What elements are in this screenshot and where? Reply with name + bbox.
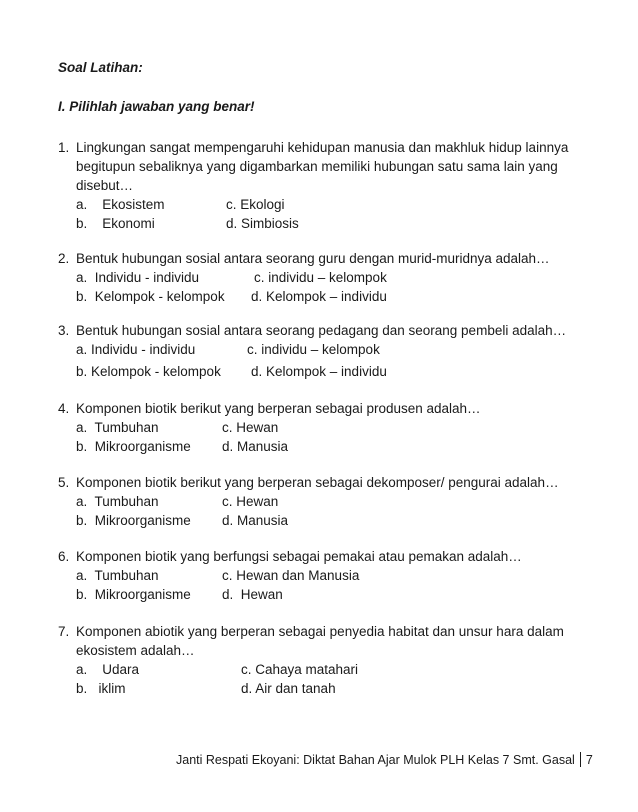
option-c: c. Hewan dan Manusia <box>222 568 360 583</box>
options <box>76 195 598 233</box>
question-text <box>76 622 598 660</box>
footer-divider <box>580 752 581 767</box>
question-line: Bentuk hubungan sosial antara seorang guru dengan murid-muridnya adalah… <box>76 251 550 266</box>
option-b: b. Kelompok - kelompok <box>76 289 225 304</box>
option-c: c. Ekologi <box>226 197 285 212</box>
question-line: Komponen abiotik yang berperan sebagai penyedia habitat dan unsur hara dalam <box>76 624 564 639</box>
option-c: c. Cahaya matahari <box>241 662 359 677</box>
page-footer <box>176 752 593 767</box>
option-a: a. Udara <box>76 662 140 677</box>
question-4 <box>58 399 598 456</box>
question-number: 2. <box>58 251 70 266</box>
instruction-heading: I. Pilihlah jawaban yang benar! <box>58 99 255 114</box>
option-a: a. Individu - individu <box>76 342 196 357</box>
question-line: Komponen biotik yang berfungsi sebagai pemakai atau pemakan adalah… <box>76 549 522 564</box>
option-c: c. Hewan <box>222 494 279 509</box>
option-b: b. Mikroorganisme <box>76 513 191 528</box>
options <box>76 418 598 456</box>
question-line: begitupun sebaliknya yang digambarkan memiliki hubungan satu sama lain yang <box>76 159 558 174</box>
option-d: d. Manusia <box>222 439 289 454</box>
options <box>76 268 598 306</box>
option-a: a. Tumbuhan <box>76 568 159 583</box>
option-c: c. individu – kelompok <box>254 270 387 285</box>
question-line: ekosistem adalah… <box>76 643 195 658</box>
question-3 <box>58 321 598 381</box>
question-text <box>76 249 598 268</box>
question-7 <box>58 622 598 698</box>
page-number: 7 <box>585 753 593 767</box>
section-title: Soal Latihan: <box>58 60 143 75</box>
option-a: a. Ekosistem <box>76 197 165 212</box>
question-text <box>76 547 598 566</box>
option-c: c. Hewan <box>222 420 279 435</box>
question-text <box>76 473 598 492</box>
option-d: d. Air dan tanah <box>241 681 336 696</box>
option-d: d. Kelompok – individu <box>251 289 387 304</box>
options <box>76 566 598 604</box>
options <box>76 340 598 381</box>
option-a: a. Tumbuhan <box>76 494 159 509</box>
question-line: Lingkungan sangat mempengaruhi kehidupan manusia dan makhluk hidup lainnya <box>76 140 569 155</box>
options <box>76 492 598 530</box>
question-number: 7. <box>58 624 70 639</box>
option-b: b. iklim <box>76 681 126 696</box>
option-d: d. Manusia <box>222 513 289 528</box>
option-c: c. individu – kelompok <box>247 342 380 357</box>
question-6 <box>58 547 598 604</box>
option-d: d. Kelompok – individu <box>251 364 387 379</box>
question-number: 6. <box>58 549 70 564</box>
option-b: b. Kelompok - kelompok <box>76 364 221 379</box>
question-text <box>76 138 598 195</box>
option-b: b. Mikroorganisme <box>76 587 191 602</box>
question-number: 3. <box>58 323 70 338</box>
options <box>76 660 598 698</box>
question-line: disebut… <box>76 178 134 193</box>
option-d: d. Hewan <box>222 587 283 602</box>
option-b: b. Ekonomi <box>76 216 155 231</box>
option-a: a. Tumbuhan <box>76 420 159 435</box>
question-line: Komponen biotik berikut yang berperan sebagai produsen adalah… <box>76 401 481 416</box>
question-number: 1. <box>58 140 70 155</box>
question-text <box>76 321 598 340</box>
question-text <box>76 399 598 418</box>
question-line: Komponen biotik berikut yang berperan sebagai dekomposer/ pengurai adalah… <box>76 475 559 490</box>
question-number: 5. <box>58 475 70 490</box>
footer-text: Janti Respati Ekoyani: Diktat Bahan Ajar Mulok PLH Kelas 7 Smt. Gasal <box>176 753 575 767</box>
option-b: b. Mikroorganisme <box>76 439 191 454</box>
option-a: a. Individu - individu <box>76 270 200 285</box>
question-line: Bentuk hubungan sosial antara seorang pedagang dan seorang pembeli adalah… <box>76 323 567 338</box>
option-d: d. Simbiosis <box>226 216 299 231</box>
question-2 <box>58 249 598 306</box>
question-5 <box>58 473 598 530</box>
question-number: 4. <box>58 401 70 416</box>
question-1 <box>58 138 598 233</box>
